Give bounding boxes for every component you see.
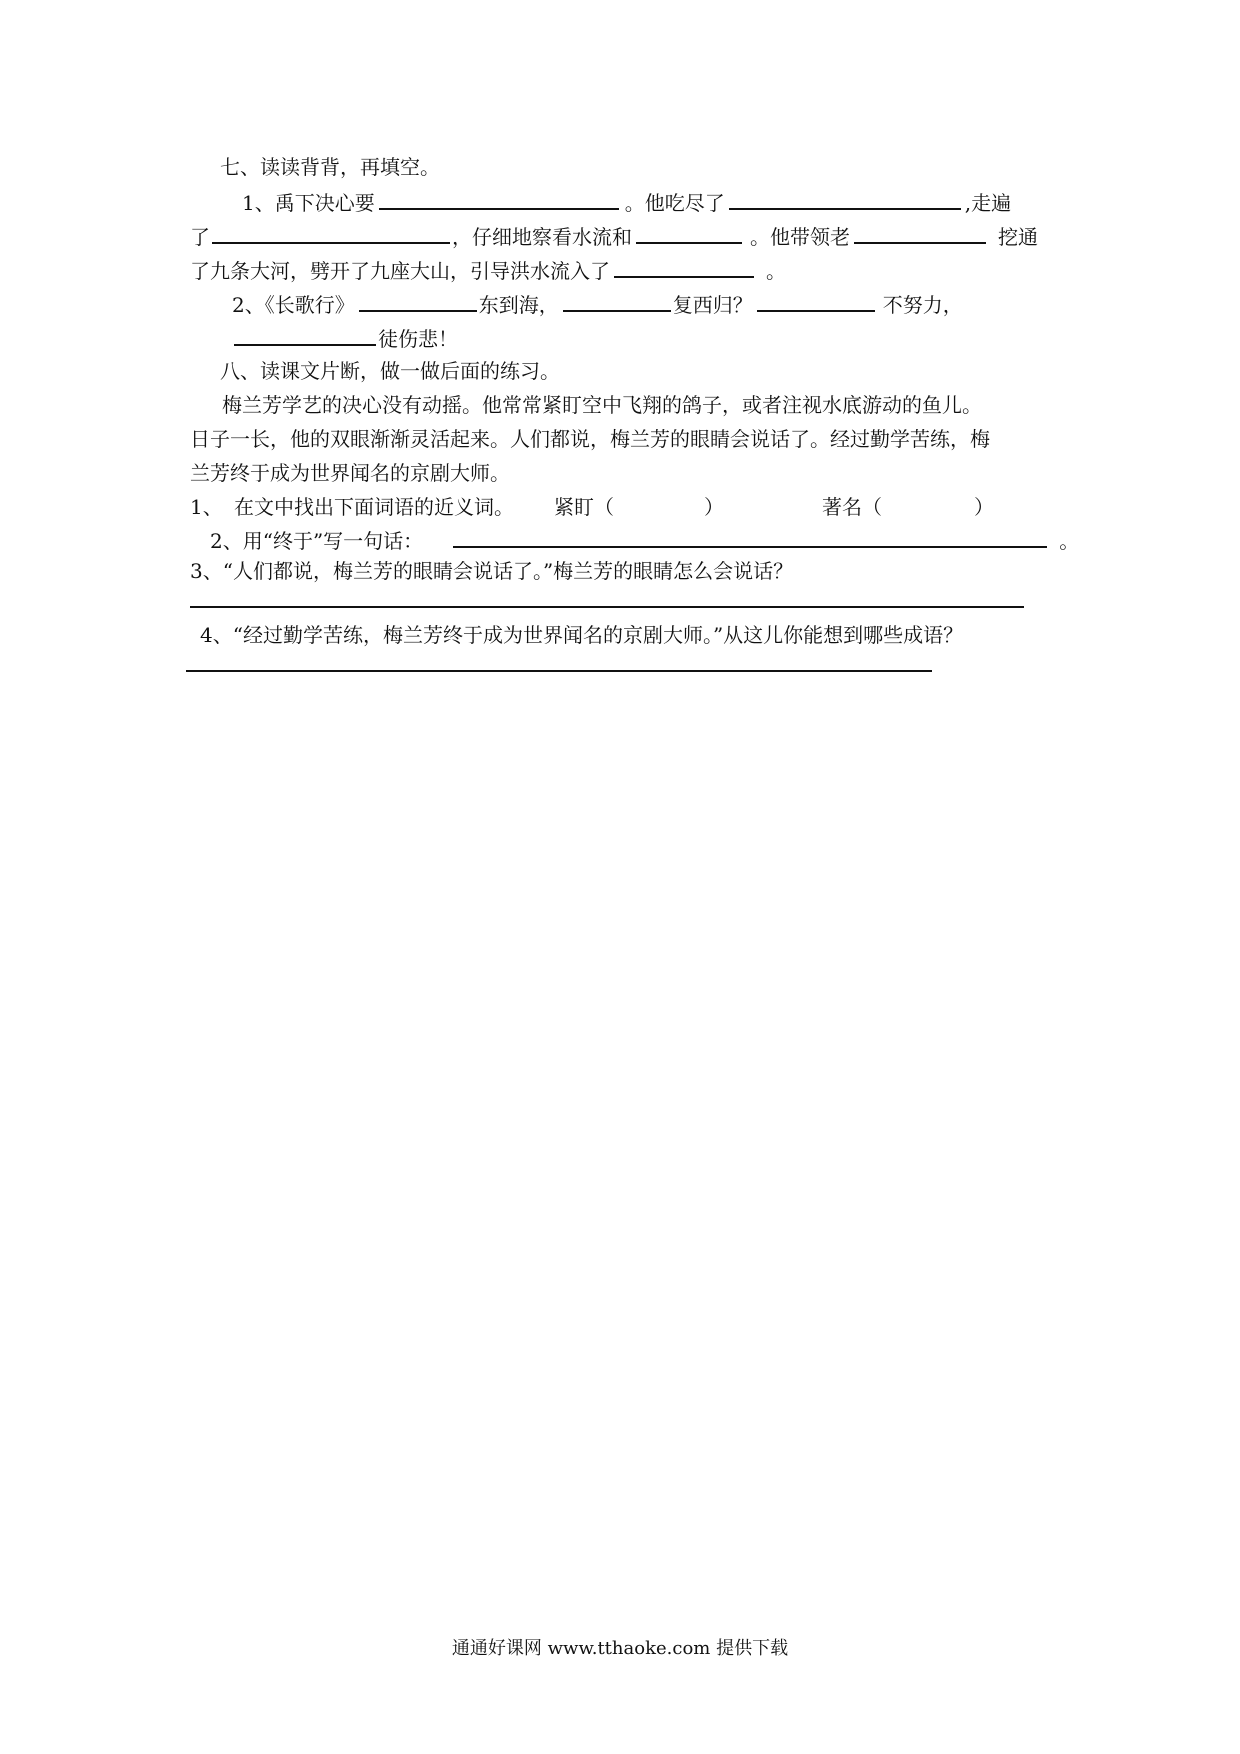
passage-line-1: 梅兰芳学艺的决心没有动摇。他常常紧盯空中飞翔的鸽子，或者注视水底游动的鱼儿。 xyxy=(222,393,982,417)
blank-flowed-into[interactable] xyxy=(614,254,754,278)
synonym-word-1: 紧盯（ xyxy=(554,495,614,519)
blank-poem-2[interactable] xyxy=(563,288,671,312)
section7-q2-line1 xyxy=(232,288,963,318)
q3-answer-line[interactable] xyxy=(190,606,1024,608)
q1-number: 1、 xyxy=(190,495,223,519)
blank-travelled[interactable] xyxy=(212,220,450,244)
section7-heading: 七、读读背背，再填空。 xyxy=(220,155,440,179)
q1-text-f: 。他带领老 xyxy=(750,225,850,249)
blank-poem-3[interactable] xyxy=(757,288,875,312)
synonym-word-2: 著名（ xyxy=(822,495,882,519)
blank-water-flow[interactable] xyxy=(636,220,742,244)
blank-hardship[interactable] xyxy=(729,186,961,210)
sentence-blank[interactable] xyxy=(453,524,1047,548)
blank-led[interactable] xyxy=(854,220,986,244)
q2-text-b: 东到海， xyxy=(478,293,559,317)
q1-text-g: 挖通 xyxy=(998,225,1038,249)
section8-q4: 4、“经过勤学苦练，梅兰芳终于成为世界闻名的京剧大师。”从这儿你能想到哪些成语？ xyxy=(200,623,964,647)
q2-instruction: 2、用“终于”写一句话： xyxy=(210,529,424,553)
q2-end: 。 xyxy=(1059,529,1080,553)
q2-text-e: 徒伤悲！ xyxy=(378,327,458,351)
q2-text-c: 复西归？ xyxy=(672,293,753,317)
section8-heading: 八、读课文片断，做一做后面的练习。 xyxy=(220,359,560,383)
passage-line-2: 日子一长，他的双眼渐渐灵活起来。人们都说，梅兰芳的眼睛会说话了。经过勤学苦练，梅 xyxy=(190,427,990,451)
footer-credit: 通通好课网 www.tthaoke.com 提供下载 xyxy=(451,1638,789,1659)
section7-q1-line3 xyxy=(190,254,786,284)
q1-text-a: 1、禹下决心要 xyxy=(242,191,375,215)
q1-text-d: 了 xyxy=(190,225,210,249)
passage-line-3: 兰芳终于成为世界闻名的京剧大师。 xyxy=(190,461,510,485)
q1-text-h: 了九条大河，劈开了九座大山，引导洪水流入了 xyxy=(190,259,610,283)
q1-instruction: 在文中找出下面词语的近义词。 xyxy=(234,495,514,519)
section8-q2 xyxy=(210,524,1079,554)
section7-q1-line1 xyxy=(242,186,1011,216)
blank-poem-1[interactable] xyxy=(359,288,477,312)
q2-text-a: 2、《长歌行》 xyxy=(232,293,355,317)
q1-text-i: 。 xyxy=(766,259,786,283)
q1-text-b: 。他吃尽了 xyxy=(624,191,725,215)
synonym-close-1: ） xyxy=(704,495,724,519)
q1-text-e: ，仔细地察看水流和 xyxy=(452,225,632,249)
section7-q1-line2 xyxy=(190,220,1038,250)
blank-resolve[interactable] xyxy=(379,186,619,210)
synonym-close-2: ） xyxy=(974,495,994,519)
q4-answer-line[interactable] xyxy=(186,670,932,672)
blank-poem-4[interactable] xyxy=(234,322,376,346)
section8-q3: 3、“人们都说，梅兰芳的眼睛会说话了。”梅兰芳的眼睛怎么会说话？ xyxy=(190,559,794,583)
section7-q2-line2 xyxy=(234,322,458,352)
q2-text-d: 不努力， xyxy=(882,293,963,317)
q1-text-c: ,走遍 xyxy=(964,191,1012,215)
section8-q1 xyxy=(190,492,1070,522)
